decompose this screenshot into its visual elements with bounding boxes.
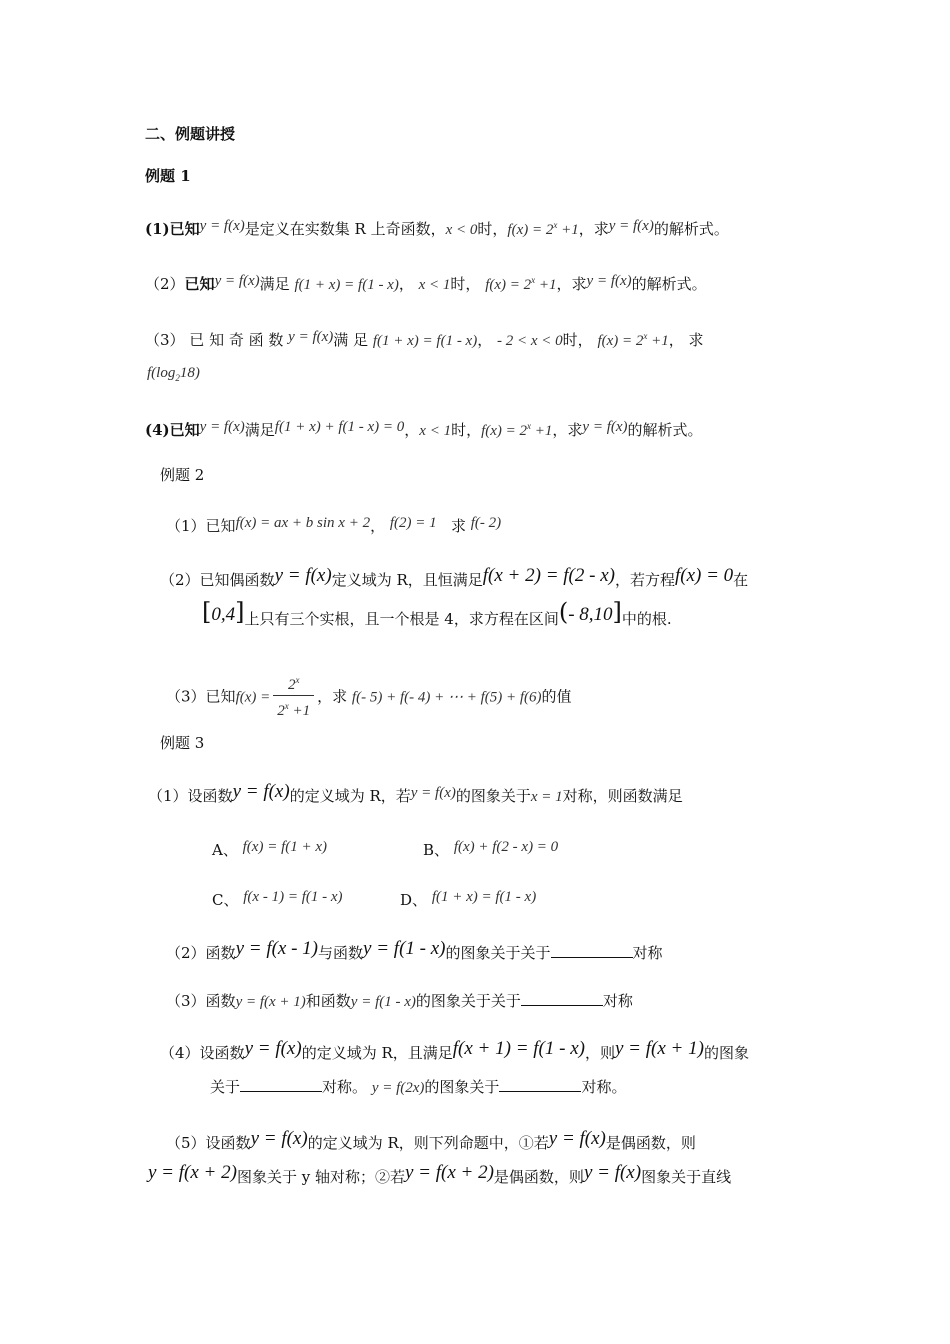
- problem-text: 对称。: [581, 1078, 627, 1096]
- interval-expression: [0,4]: [202, 598, 245, 626]
- example-3-problem-5: [166, 1128, 696, 1153]
- problem-text: ，求: [556, 275, 587, 293]
- math-expression: $f(x) = 2^x +1$: [481, 421, 553, 439]
- problem-text: 是定义在实数集 R 上奇函数，: [244, 220, 446, 238]
- example-3-problem-4-cont: [210, 1077, 626, 1098]
- math-expression: y = f(x): [274, 565, 332, 586]
- problem-text: 的图象关于关于: [415, 992, 521, 1010]
- problem-text: ，: [370, 517, 386, 535]
- example-1-problem-2: [145, 270, 707, 295]
- problem-number: （5）: [166, 1134, 206, 1152]
- math-expression: y = f(x): [199, 218, 245, 234]
- problem-text: 在: [733, 571, 749, 589]
- math-expression: y = f(x): [608, 218, 654, 234]
- problem-text: 图象关于 y 轴对称；②若: [236, 1168, 405, 1186]
- math-expression: x < 1: [419, 423, 452, 439]
- problem-text: ， 求: [668, 331, 704, 349]
- problem-text: 的定义域为 R，则下列命题中，①若: [307, 1134, 549, 1152]
- problem-number: (4): [145, 421, 170, 439]
- problem-text: 的图象关于关于: [445, 944, 551, 962]
- example-1-problem-3-cont: [147, 362, 200, 388]
- problem-number: （3）: [166, 687, 206, 706]
- math-expression: y = f(x - 1): [235, 938, 319, 959]
- problem-number: （2）: [145, 275, 185, 293]
- math-expression: f(x) = 0: [674, 565, 734, 586]
- math-expression: x = 1: [530, 789, 563, 805]
- section-title: 二、例题讲授: [145, 125, 236, 143]
- math-expression: y = f(x): [250, 1128, 308, 1149]
- problem-text: 时，: [477, 220, 508, 238]
- example-2-problem-2: [160, 565, 749, 590]
- problem-text: 设函数: [187, 787, 233, 805]
- problem-text: 中的根.: [621, 610, 672, 628]
- problem-text: 关于: [210, 1078, 241, 1096]
- problem-text: 函数: [205, 944, 236, 962]
- answer-blank[interactable]: [240, 1077, 322, 1092]
- problem-text: 的解析式。: [627, 421, 703, 439]
- interval-expression: (- 8,10]: [558, 598, 622, 626]
- math-expression: y = f(1 - x): [350, 994, 416, 1010]
- math-expression: f(1 + x) = f(1 - x): [431, 889, 537, 905]
- problem-number: （1）: [148, 787, 188, 805]
- math-expression: y = f(x + 1): [614, 1038, 704, 1059]
- math-expression: y = f(x): [214, 273, 260, 289]
- example-3-problem-2: [166, 938, 663, 963]
- problem-text: ，: [477, 331, 493, 349]
- math-expression: y = f(x): [548, 1128, 606, 1149]
- problem-text: ，若方程: [614, 571, 675, 589]
- math-expression: $f(x) = 2^x +1$: [507, 220, 579, 238]
- math-expression: f(x + 2) = f(2 - x): [482, 565, 615, 586]
- answer-blank[interactable]: [521, 991, 603, 1006]
- problem-text: 对称: [602, 992, 633, 1010]
- problem-number: （2）: [160, 571, 200, 589]
- problem-text: 的图象关于: [455, 787, 531, 805]
- problem-text: ，求: [578, 220, 609, 238]
- option-a: [212, 840, 327, 861]
- math-expression: $f(x) = 2^x +1$: [485, 275, 557, 293]
- problem-text: 时，: [562, 331, 593, 349]
- math-expression: y = f(x): [199, 419, 245, 435]
- problem-text: 的定义域为 R，且满足: [301, 1044, 453, 1062]
- problem-text: 对称，则函数满足: [562, 787, 683, 805]
- problem-text: 满足: [259, 275, 290, 293]
- problem-text: 求: [450, 517, 466, 535]
- math-expression: y = f(x): [583, 1162, 642, 1183]
- problem-text: ，: [398, 275, 414, 293]
- example-3-problem-3: [166, 991, 633, 1012]
- problem-text: 已知偶函数: [199, 571, 275, 589]
- example-2-problem-2-cont: [202, 598, 672, 629]
- math-expression: f(x + 1) = f(1 - x): [452, 1038, 585, 1059]
- example-2-label: 例题 2: [160, 466, 205, 484]
- example-3-label: 例题 3: [160, 734, 205, 752]
- option-letter: D、: [400, 891, 428, 909]
- math-expression: y = f(x): [586, 273, 632, 289]
- problem-text: 已知: [184, 275, 215, 293]
- problem-text: 的图象关于: [424, 1078, 500, 1096]
- problem-text: 满 足: [333, 331, 369, 349]
- math-expression: f(x) + f(2 - x) = 0: [453, 839, 559, 855]
- example-1-label: 例题 1: [145, 167, 191, 185]
- problem-text: 已知: [205, 517, 236, 535]
- example-1-problem-4: [145, 416, 703, 441]
- problem-text: 的解析式。: [631, 275, 707, 293]
- problem-text: 已知: [205, 687, 236, 706]
- math-expression: f(- 5) + f(- 4) + ⋯ + f(5) + f(6): [351, 689, 542, 706]
- math-expression: f(- 2): [470, 515, 502, 531]
- math-expression: f(1 + x) + f(1 - x) = 0: [274, 419, 405, 435]
- example-3-problem-4: [160, 1038, 749, 1063]
- example-2-problem-3: [166, 672, 572, 723]
- problem-text: 的值: [541, 687, 572, 706]
- problem-number: （2）: [166, 944, 206, 962]
- problem-number: (1): [145, 220, 170, 238]
- problem-text: 与函数: [318, 944, 364, 962]
- math-expression: - 2 < x < 0: [497, 333, 563, 349]
- example-1-problem-3: [145, 326, 704, 351]
- problem-text: 设函数: [205, 1134, 251, 1152]
- math-expression: f(x) =: [235, 689, 271, 706]
- example-3-problem-5-cont: [148, 1162, 732, 1187]
- problem-text: 图象关于直线: [641, 1168, 732, 1186]
- problem-text: 时，: [451, 421, 482, 439]
- problem-text: 设函数: [199, 1044, 245, 1062]
- problem-text: （3） 已 知 奇 函 数: [145, 331, 284, 349]
- option-b: [423, 840, 558, 861]
- example-3-problem-1: [148, 781, 683, 807]
- problem-text: 和函数: [305, 992, 351, 1010]
- math-expression: f(2) = 1: [389, 515, 437, 531]
- math-expression: f(1 + x) = f(1 - x): [372, 333, 478, 349]
- math-expression: f(x) = f(1 + x): [242, 839, 327, 855]
- math-expression: y = f(x): [244, 1038, 302, 1059]
- math-expression: y = f(x): [288, 329, 334, 345]
- problem-number: （3）: [166, 992, 206, 1010]
- problem-text: 的图象: [703, 1044, 749, 1062]
- option-c: [212, 890, 343, 911]
- answer-blank[interactable]: [551, 943, 633, 958]
- example-2-problem-1: [166, 516, 501, 537]
- fraction: $\frac{2^x}{2^x +1}$: [273, 670, 314, 721]
- problem-number: （4）: [160, 1044, 200, 1062]
- problem-text: ，求: [317, 687, 348, 706]
- math-expression: $f(x) = 2^x +1$: [597, 331, 669, 349]
- problem-text: 是偶函数，则: [605, 1134, 696, 1152]
- problem-text: 已知: [169, 220, 200, 238]
- problem-text: ，: [404, 421, 420, 439]
- problem-text: ，求: [552, 421, 583, 439]
- math-expression: x < 0: [445, 222, 478, 238]
- math-expression: y = f(x): [582, 419, 628, 435]
- problem-text: 满足: [244, 421, 275, 439]
- problem-text: 上只有三个实根，且一个根是 4，求方程在区间: [244, 610, 559, 628]
- problem-text: 对称。: [322, 1078, 368, 1096]
- problem-text: 已知: [169, 421, 200, 439]
- problem-text: 函数: [205, 992, 236, 1010]
- option-letter: B、: [423, 841, 450, 859]
- option-d: [400, 890, 536, 911]
- problem-text: ，则: [584, 1044, 615, 1062]
- math-expression: y = f(1 - x): [363, 938, 446, 959]
- math-expression: y = f(x + 1): [235, 994, 306, 1010]
- math-expression: y = f(2x): [371, 1080, 425, 1096]
- math-expression: f(1 + x) = f(1 - x): [294, 277, 399, 293]
- problem-text: 时，: [450, 275, 481, 293]
- problem-text: 的解析式。: [653, 220, 729, 238]
- answer-blank[interactable]: [499, 1077, 581, 1092]
- problem-text: 的定义域为 R，若: [289, 787, 411, 805]
- problem-text: 定义域为 R，且恒满足: [331, 571, 483, 589]
- math-expression: x < 1: [418, 277, 451, 293]
- math-expression: y = f(x): [232, 781, 290, 802]
- option-letter: A、: [212, 841, 238, 859]
- problem-number: （1）: [166, 517, 206, 535]
- math-expression: y = f(x + 2): [148, 1162, 237, 1183]
- math-expression: y = f(x): [410, 785, 456, 801]
- math-expression: f(x - 1) = f(1 - x): [243, 889, 343, 905]
- option-letter: C、: [212, 891, 239, 909]
- math-expression: y = f(x + 2): [404, 1162, 494, 1183]
- problem-text: 对称: [632, 944, 663, 962]
- math-expression: $f(\log_218)$: [147, 365, 200, 383]
- math-expression: f(x) = ax + b sin x + 2: [235, 515, 371, 531]
- problem-text: 是偶函数，则: [493, 1168, 584, 1186]
- example-1-problem-1: [145, 215, 729, 240]
